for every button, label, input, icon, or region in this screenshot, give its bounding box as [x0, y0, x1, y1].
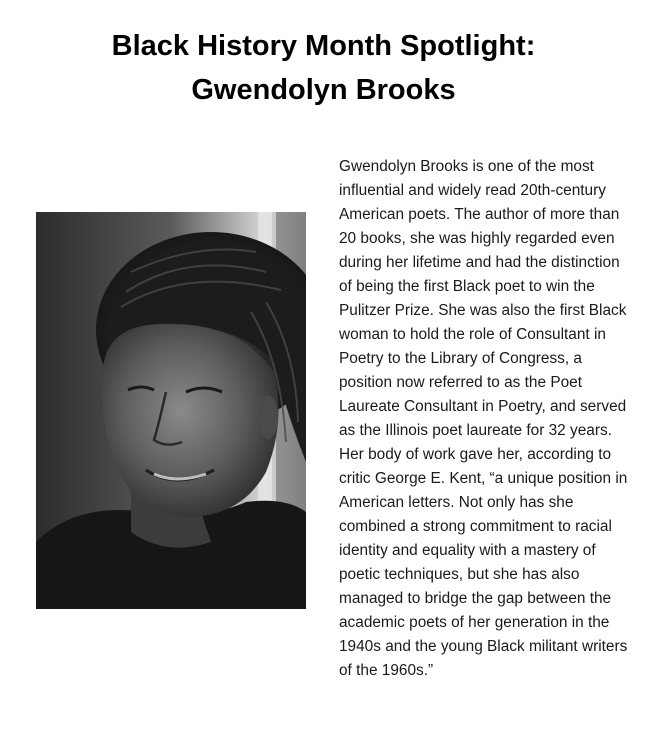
- title-line-2: Gwendolyn Brooks: [191, 74, 456, 106]
- page-title: [0, 24, 647, 112]
- bio-paragraph: Gwendolyn Brooks is one of the most influential and widely read 20th-century American poets. The author of more than 20 books, she was highly regarded even during her lifetime and had the distinction of being the first Black poet to win the Pulitzer Prize. She was also the first Black woman to hold the role of Consultant in Poetry to the Library of Congress, a position now referred to as the Poet Laureate Consultant in Poetry, and served as the Illinois poet laureate for 32 years. Her body of work gave her, according to critic George E. Kent, “a unique position in American letters. Not only has she combined a strong commitment to racial identity and equality with a mastery of poetic techniques, but she has also managed to bridge the gap between the academic poets of her generation in the 1940s and the young Black militant writers of the 1960s.”: [339, 158, 628, 679]
- portrait-photo: [36, 212, 306, 609]
- title-line-1: Black History Month Spotlight:: [111, 30, 536, 62]
